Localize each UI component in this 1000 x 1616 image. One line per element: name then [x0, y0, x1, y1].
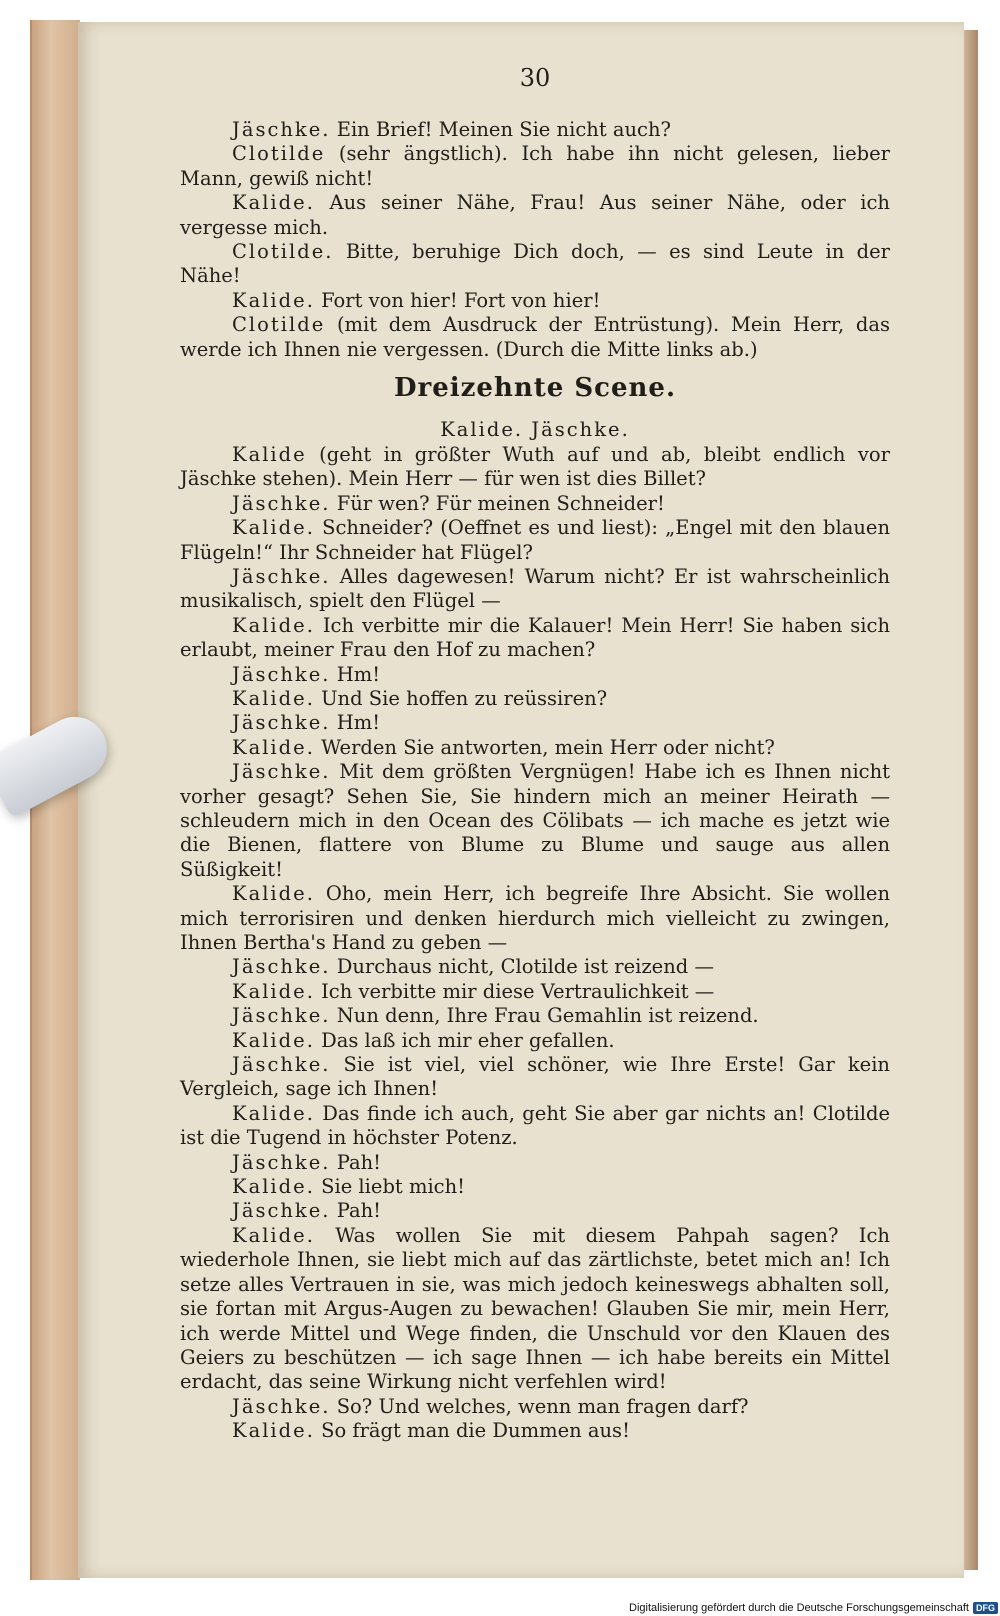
dialogue-line — [180, 142, 890, 191]
dialogue-line — [180, 1395, 890, 1419]
speaker-name: Jäschke. — [232, 564, 331, 588]
speaker-name: Kalide. — [232, 516, 315, 540]
line-text: Das laß ich mir eher gefallen. — [321, 1028, 615, 1052]
line-text: Ein Brief! Meinen Sie nicht auch? — [336, 118, 671, 141]
line-text: Oho, mein Herr, ich begreife Ihre Absicht. Sie wollen mich terrorisiren und denken hierdurch mich vielleicht zu zwingen, Ihnen Bertha's Hand zu geben — — [180, 882, 891, 954]
dialogue-line — [180, 955, 890, 979]
dialogue-line — [180, 736, 890, 760]
speaker-name: Kalide. — [232, 735, 315, 759]
speaker-name: Jäschke. — [232, 1004, 331, 1028]
dialogue-line — [180, 1419, 890, 1443]
dialogue-line — [180, 882, 890, 955]
speaker-name: Jäschke. — [232, 1053, 331, 1077]
scene-heading: Dreizehnte Scene. — [393, 373, 677, 404]
speaker-name: Jäschke. — [232, 955, 331, 979]
dialogue-before-heading — [180, 118, 890, 362]
dialogue-line — [180, 516, 890, 565]
dialogue-line — [180, 1053, 890, 1102]
dialogue-line — [180, 1199, 890, 1223]
dialogue-line — [180, 1175, 890, 1199]
dialogue-line — [180, 1102, 890, 1151]
dialogue-line — [180, 980, 890, 1004]
page-text — [180, 118, 890, 1444]
line-text: Fort von hier! Fort von hier! — [321, 288, 601, 312]
dfg-logo: DFG — [973, 1602, 998, 1614]
dialogue-line — [180, 118, 890, 142]
dialogue-after-heading — [180, 443, 890, 1444]
speaker-name: Clotilde — [232, 142, 326, 166]
speaker-name: Kalide. — [232, 288, 315, 312]
dialogue-line — [180, 1029, 890, 1053]
line-text: Werden Sie antworten, mein Herr oder nicht? — [321, 735, 775, 759]
speaker-name: Kalide. — [232, 1175, 315, 1199]
speaker-name: Kalide. — [232, 686, 315, 710]
digitization-footer — [629, 1602, 998, 1614]
speaker-name: Kalide. — [232, 1101, 315, 1125]
speaker-name: Kalide. — [232, 1028, 315, 1052]
line-text: Bitte, beruhige Dich doch, — es sind Leute in der Nähe! — [180, 240, 890, 288]
dialogue-line — [180, 313, 890, 362]
line-text: Schneider? (Oeffnet es und liest): „Engel mit den blauen Flügeln!“ Ihr Schneider hat Flügel? — [180, 516, 891, 564]
dialogue-line — [180, 240, 890, 289]
line-text: Mit dem größten Vergnügen! Habe ich es Ihnen nicht vorher gesagt? Sehen Sie, Sie hindern mich an meiner Heirath — schleudern mich in den Ocean des Cölibats — ich mache es jetzt wie die Bienen, flattere von Blume zu Blume und sauge aus allen Süßigkeit! — [180, 760, 890, 881]
dialogue-line — [180, 687, 890, 711]
book-right-edge — [964, 30, 978, 1570]
dialogue-line — [180, 289, 890, 313]
dialogue-line — [180, 565, 890, 614]
line-text: So? Und welches, wenn man fragen darf? — [336, 1394, 749, 1418]
line-text: Hm! — [336, 711, 381, 735]
speaker-name: Clotilde — [232, 313, 326, 337]
speaker-name: Jäschke. — [232, 662, 331, 686]
dialogue-line — [180, 492, 890, 516]
speaker-name: Clotilde. — [232, 240, 334, 264]
dialogue-line — [180, 711, 890, 735]
dialogue-line — [180, 760, 890, 882]
line-text: Durchaus nicht, Clotilde ist reizend — — [336, 955, 714, 979]
footer-text: Digitalisierung gefördert durch die Deutsche Forschungsgemeinschaft — [629, 1602, 969, 1614]
line-text: Alles dagewesen! Warum nicht? Er ist wahrscheinlich musikalisch, spielt den Flügel — — [180, 564, 890, 613]
line-text: (mit dem Ausdruck der Entrüstung). Mein Herr, das werde ich Ihnen nie vergessen. (Durch die Mitte links ab.) — [180, 313, 890, 361]
scene-cast: Kalide. Jäschke. — [440, 418, 630, 442]
dialogue-line — [180, 663, 890, 687]
line-text: Sie ist viel, viel schöner, wie Ihre Erste! Gar kein Vergleich, sage ich Ihnen! — [180, 1053, 890, 1101]
line-text: Pah! — [336, 1150, 381, 1174]
line-text: So frägt man die Dummen aus! — [321, 1419, 630, 1443]
dialogue-line — [180, 1004, 890, 1028]
dialogue-line — [180, 1151, 890, 1175]
line-text: Ich verbitte mir diese Vertraulichkeit — — [321, 979, 715, 1003]
speaker-name: Kalide. — [232, 882, 315, 906]
line-text: Hm! — [336, 662, 381, 686]
speaker-name: Jäschke. — [232, 760, 331, 784]
line-text: (geht in größter Wuth auf und ab, bleibt endlich vor Jäschke stehen). Mein Herr — für wen ist dies Billet? — [180, 442, 890, 491]
speaker-name: Jäschke. — [232, 118, 331, 141]
speaker-name: Jäschke. — [232, 1199, 331, 1223]
speaker-name: Kalide. — [232, 1223, 315, 1247]
speaker-name: Jäschke. — [232, 711, 331, 735]
speaker-name: Jäschke. — [232, 1150, 331, 1174]
dialogue-line — [180, 614, 890, 663]
page-number: 30 — [519, 64, 551, 92]
line-text: Und Sie hoffen zu reüssiren? — [321, 686, 608, 710]
line-text: Aus seiner Nähe, Frau! Aus seiner Nähe, oder ich vergesse mich. — [180, 191, 890, 239]
speaker-name: Kalide — [232, 442, 307, 466]
line-text: Was wollen Sie mit diesem Pahpah sagen? Ich wiederhole Ihnen, sie liebt mich auf das zärtlichste, betet mich an! Ich setze alles Vertrauen in sie, was mich jedoch keineswegs abhalten soll, sie fortan mit Argus-Augen zu bewachen! Glauben Sie mir, mein Herr, ich werde Mittel und Wege finden, die Unschuld vor den Klauen des Geiers zu beschützen — ich sage Ihnen — ich habe bereits ein Mittel erdacht, das seine Wirkung nicht verfehlen wird! — [180, 1223, 890, 1394]
line-text: (sehr ängstlich). Ich habe ihn nicht gelesen, lieber Mann, gewiß nicht! — [180, 142, 891, 190]
dialogue-line — [180, 443, 890, 492]
speaker-name: Kalide. — [232, 979, 315, 1003]
speaker-name: Kalide. — [232, 191, 315, 215]
line-text: Nun denn, Ihre Frau Gemahlin ist reizend. — [336, 1004, 759, 1028]
line-text: Für wen? Für meinen Schneider! — [336, 491, 665, 515]
speaker-name: Jäschke. — [232, 491, 331, 515]
line-text: Das finde ich auch, geht Sie aber gar nichts an! Clotilde ist die Tugend in höchster Potenz. — [180, 1101, 890, 1150]
line-text: Pah! — [336, 1199, 381, 1223]
dialogue-line — [180, 1224, 890, 1395]
speaker-name: Kalide. — [232, 613, 315, 637]
speaker-name: Jäschke. — [232, 1394, 331, 1418]
dialogue-line — [180, 191, 890, 240]
line-text: Sie liebt mich! — [321, 1175, 466, 1199]
line-text: Ich verbitte mir die Kalauer! Mein Herr! Sie haben sich erlaubt, meiner Frau den Hof zu machen? — [180, 613, 891, 662]
speaker-name: Kalide. — [232, 1419, 315, 1443]
